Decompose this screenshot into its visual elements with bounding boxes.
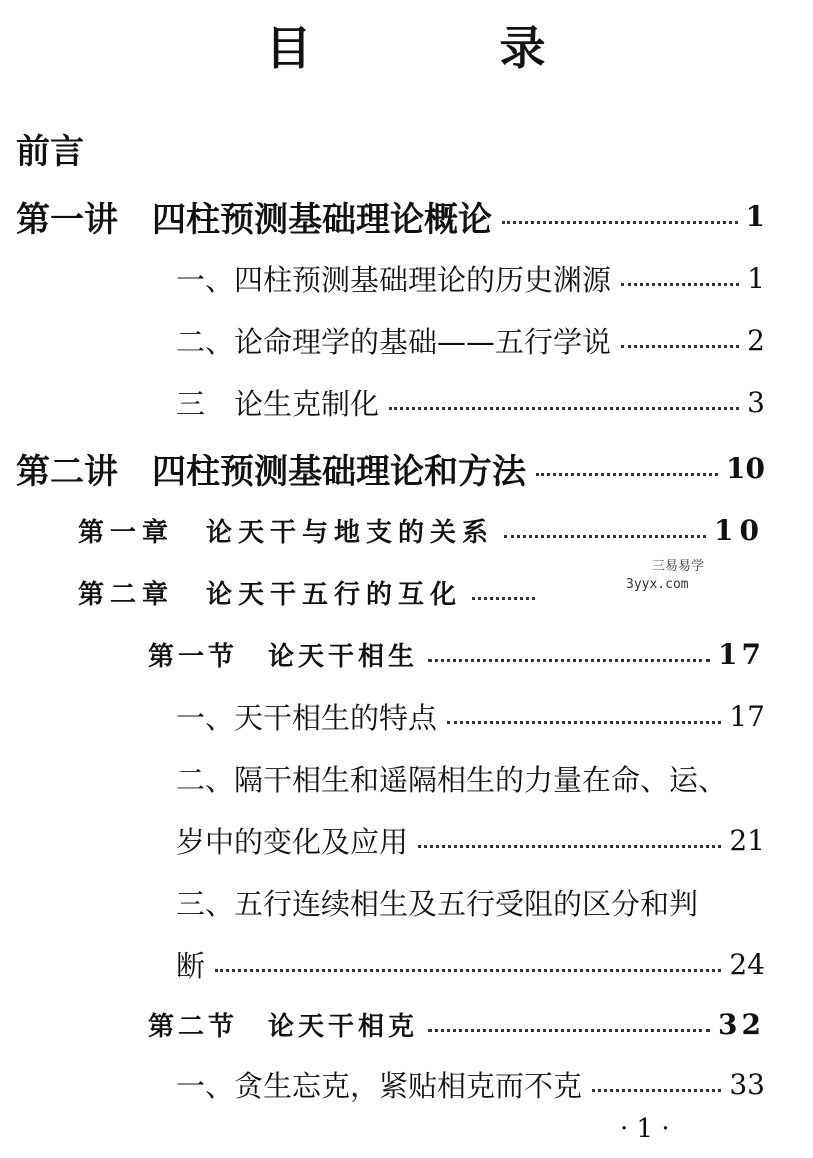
toc-entry-label: 一、四柱预测基础理论的历史渊源 (176, 262, 612, 297)
toc-entry-page: 10 (726, 451, 765, 485)
toc-entry-label: 第二节 论天干相克 (148, 1011, 419, 1042)
toc-entry-label: 岁中的变化及应用 (176, 824, 409, 859)
page-number: · 1 · (620, 1114, 670, 1144)
title-char-2: 录 (499, 21, 548, 75)
leader-dots (504, 535, 706, 538)
toc-entry-label: 第一节 论天干相生 (148, 641, 419, 672)
leader-dots (447, 721, 721, 724)
leader-dots (536, 473, 718, 476)
toc-entry[interactable] (148, 994, 765, 1054)
toc-entry-label: 第一章 论天干与地支的关系 (78, 517, 495, 548)
toc-entry[interactable] (176, 248, 765, 308)
toc-entry-label: 第二讲 四柱预测基础理论和方法 (16, 451, 526, 492)
toc-entry-page: 17 (729, 699, 765, 733)
leader-dots (472, 597, 535, 600)
toc-entry[interactable] (148, 624, 765, 684)
toc-entry-label: 二、隔干相生和遥隔相生的力量在命、运、 (176, 762, 728, 797)
leader-dots (621, 345, 739, 348)
leader-dots (502, 221, 738, 224)
leader-dots (428, 1029, 710, 1032)
toc-entry-label: 第一讲 四柱预测基础理论概论 (16, 199, 492, 240)
toc-entry[interactable] (176, 810, 765, 870)
toc-entry-page: 1 (747, 261, 765, 295)
toc-entry-label: 三 论生克制化 (176, 386, 380, 421)
toc-entry[interactable] (176, 934, 765, 994)
preface-heading: 前言 (16, 132, 84, 172)
toc-entry-label: 第二章 论天干五行的互化 (78, 579, 463, 610)
toc-entry-page: 2 (747, 323, 765, 357)
leader-dots (428, 659, 710, 662)
toc-entry[interactable] (176, 686, 765, 746)
watermark-line-2: 3yyx.com (626, 577, 689, 592)
toc-entry-page: 17 (718, 637, 765, 671)
toc-entry-label: 二、论命理学的基础——五行学说 (176, 324, 612, 359)
watermark (626, 558, 704, 594)
toc-entry[interactable] (176, 372, 765, 432)
toc-entry-page: 24 (729, 947, 765, 981)
toc-entry-page: 21 (729, 823, 765, 857)
leader-dots (215, 969, 721, 972)
toc-entry[interactable] (78, 500, 765, 560)
toc-entry-label: 三、五行连续相生及五行受阻的区分和判 (176, 886, 699, 921)
title-char-1: 目 (265, 21, 314, 75)
leader-dots (621, 283, 739, 286)
toc-entry-label: 一、贪生忘克，紧贴相克而不克 (176, 1068, 583, 1103)
toc-entry[interactable] (176, 872, 765, 932)
toc-entry-page: 33 (729, 1067, 765, 1101)
page-title (0, 12, 813, 78)
toc-entry-page: 1 (745, 199, 765, 233)
toc-entry-page: 3 (747, 385, 765, 419)
leader-dots (592, 1089, 721, 1092)
leader-dots (418, 845, 721, 848)
toc-entry-page: 10 (714, 513, 765, 547)
watermark-line-1: 三易易学 (652, 559, 705, 574)
toc-entry-page: 32 (718, 1007, 765, 1041)
toc-entry[interactable] (16, 186, 765, 246)
leader-dots (389, 407, 739, 410)
toc-entry-label: 一、天干相生的特点 (176, 700, 438, 735)
toc-entry-label: 断 (176, 948, 206, 983)
toc-entry[interactable] (78, 562, 543, 622)
toc-entry[interactable] (176, 748, 765, 808)
toc-entry[interactable] (176, 1054, 765, 1114)
toc-entry[interactable] (176, 310, 765, 370)
toc-entry[interactable] (16, 438, 765, 498)
